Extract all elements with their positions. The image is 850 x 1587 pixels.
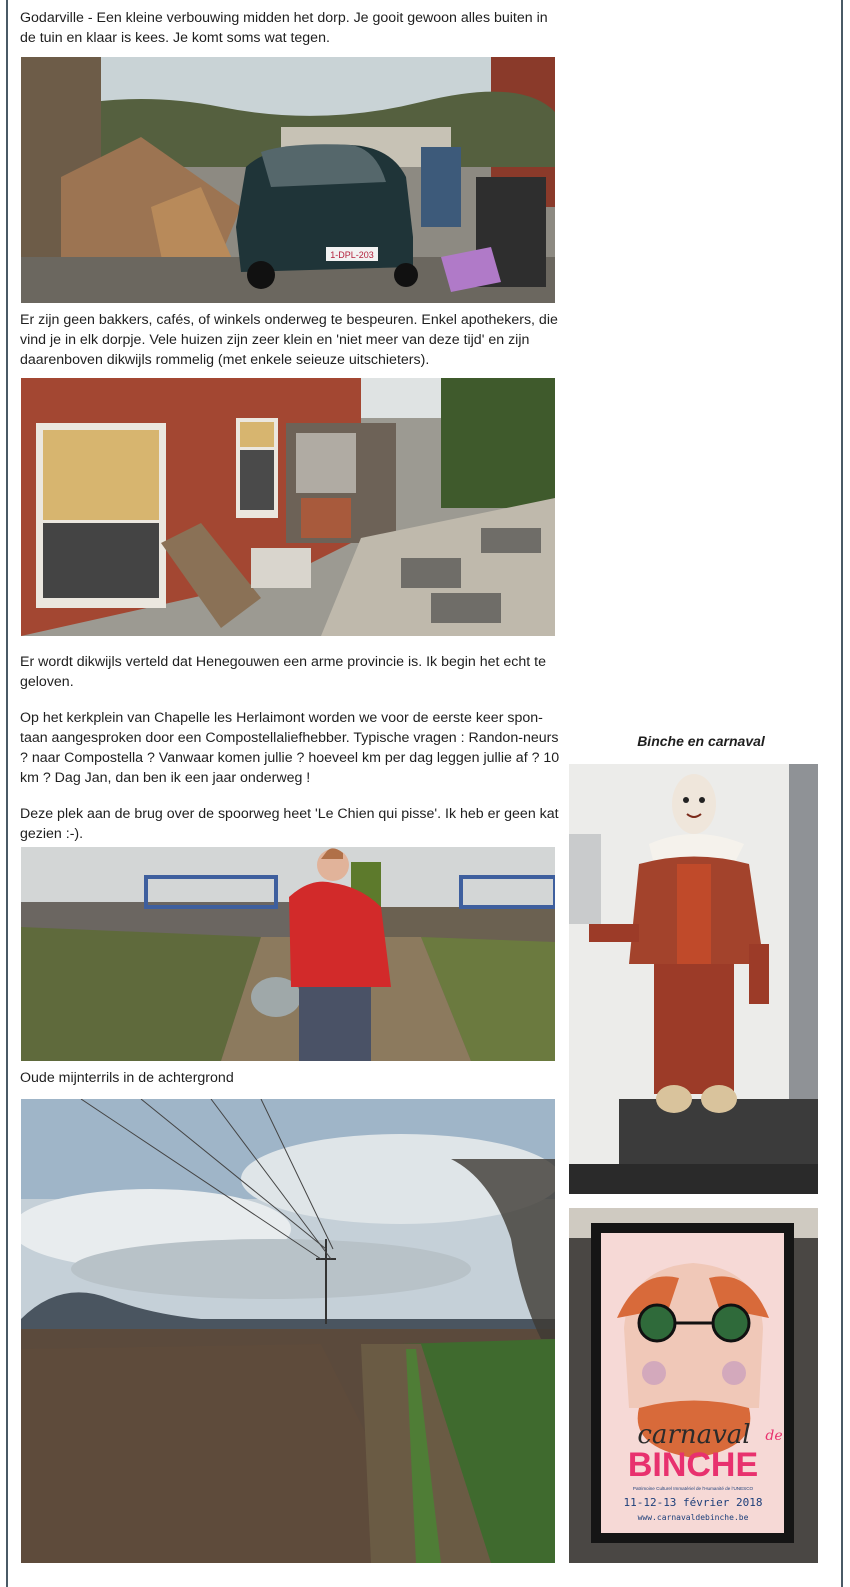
photo-field-powerlines [21,1099,555,1563]
paragraph-chien-qui-pisse: Deze plek aan de brug over de spoorweg heet 'Le Chien qui pisse'. Ik heb er geen kat gezien :-). [20,806,559,842]
photo-brick-house [21,378,555,636]
caption-binche-carnaval: Binche en carnaval [637,733,765,749]
paragraph-henegouwen: Er wordt dikwijls verteld dat Henegouwen een arme provincie is. Ik begin het echt te geloven. [20,654,546,690]
paragraph-kerkplein: Op het kerkplein van Chapelle les Herlaimont worden we voor de eerste keer spon-taan aangesproken door een Compostellaliefhebber. Typische vragen : Randon-neurs ? naar Compostella ? Vanwaar komen jullie ? hoeveel km per dag leggen jullie af ? 10 km ? Dag Jan, dan ben ik een jaar onderweg ! [20,710,560,786]
poster-unesco-line: Patrimoine Culturel Immatériel de l'Humanité de l'UNESCO [632,1486,754,1491]
caption-mijnterrils: Oude mijnterrils in de achtergrond [20,1070,234,1086]
page-border-right [841,0,843,1587]
car-license-plate: 1-DPL-203 [330,250,374,260]
paragraph-godarville: Godarville - Een kleine verbouwing midden het dorp. Je gooit gewoon alles buiten in de tuin en klaar is kees. Je komt soms wat tegen. [20,10,548,46]
poster-dates: 11-12-13 février 2018 [623,1496,763,1509]
poster-url: www.carnavaldebinche.be [637,1513,749,1522]
poster-word-carnaval: carnaval [637,1420,751,1450]
photo-binche-poster [569,1208,818,1563]
photo-woman-bridge [21,847,555,1061]
photo-gille-mannequin [569,764,818,1194]
photo-junkyard-car [21,57,555,303]
paragraph-geen-bakkers: Er zijn geen bakkers, cafés, of winkels onderweg te bespeuren. Enkel apothekers, die vind je in elk dorpje. Vele huizen zijn zeer klein en 'niet meer van deze tijd' en zijn daarenboven dikwijls rommelig (met enkele seieuze uitschieters). [20,312,558,368]
page-border-left [6,0,8,1587]
poster-word-binche: BINCHE [627,1446,759,1484]
poster-word-de: de [765,1428,783,1444]
